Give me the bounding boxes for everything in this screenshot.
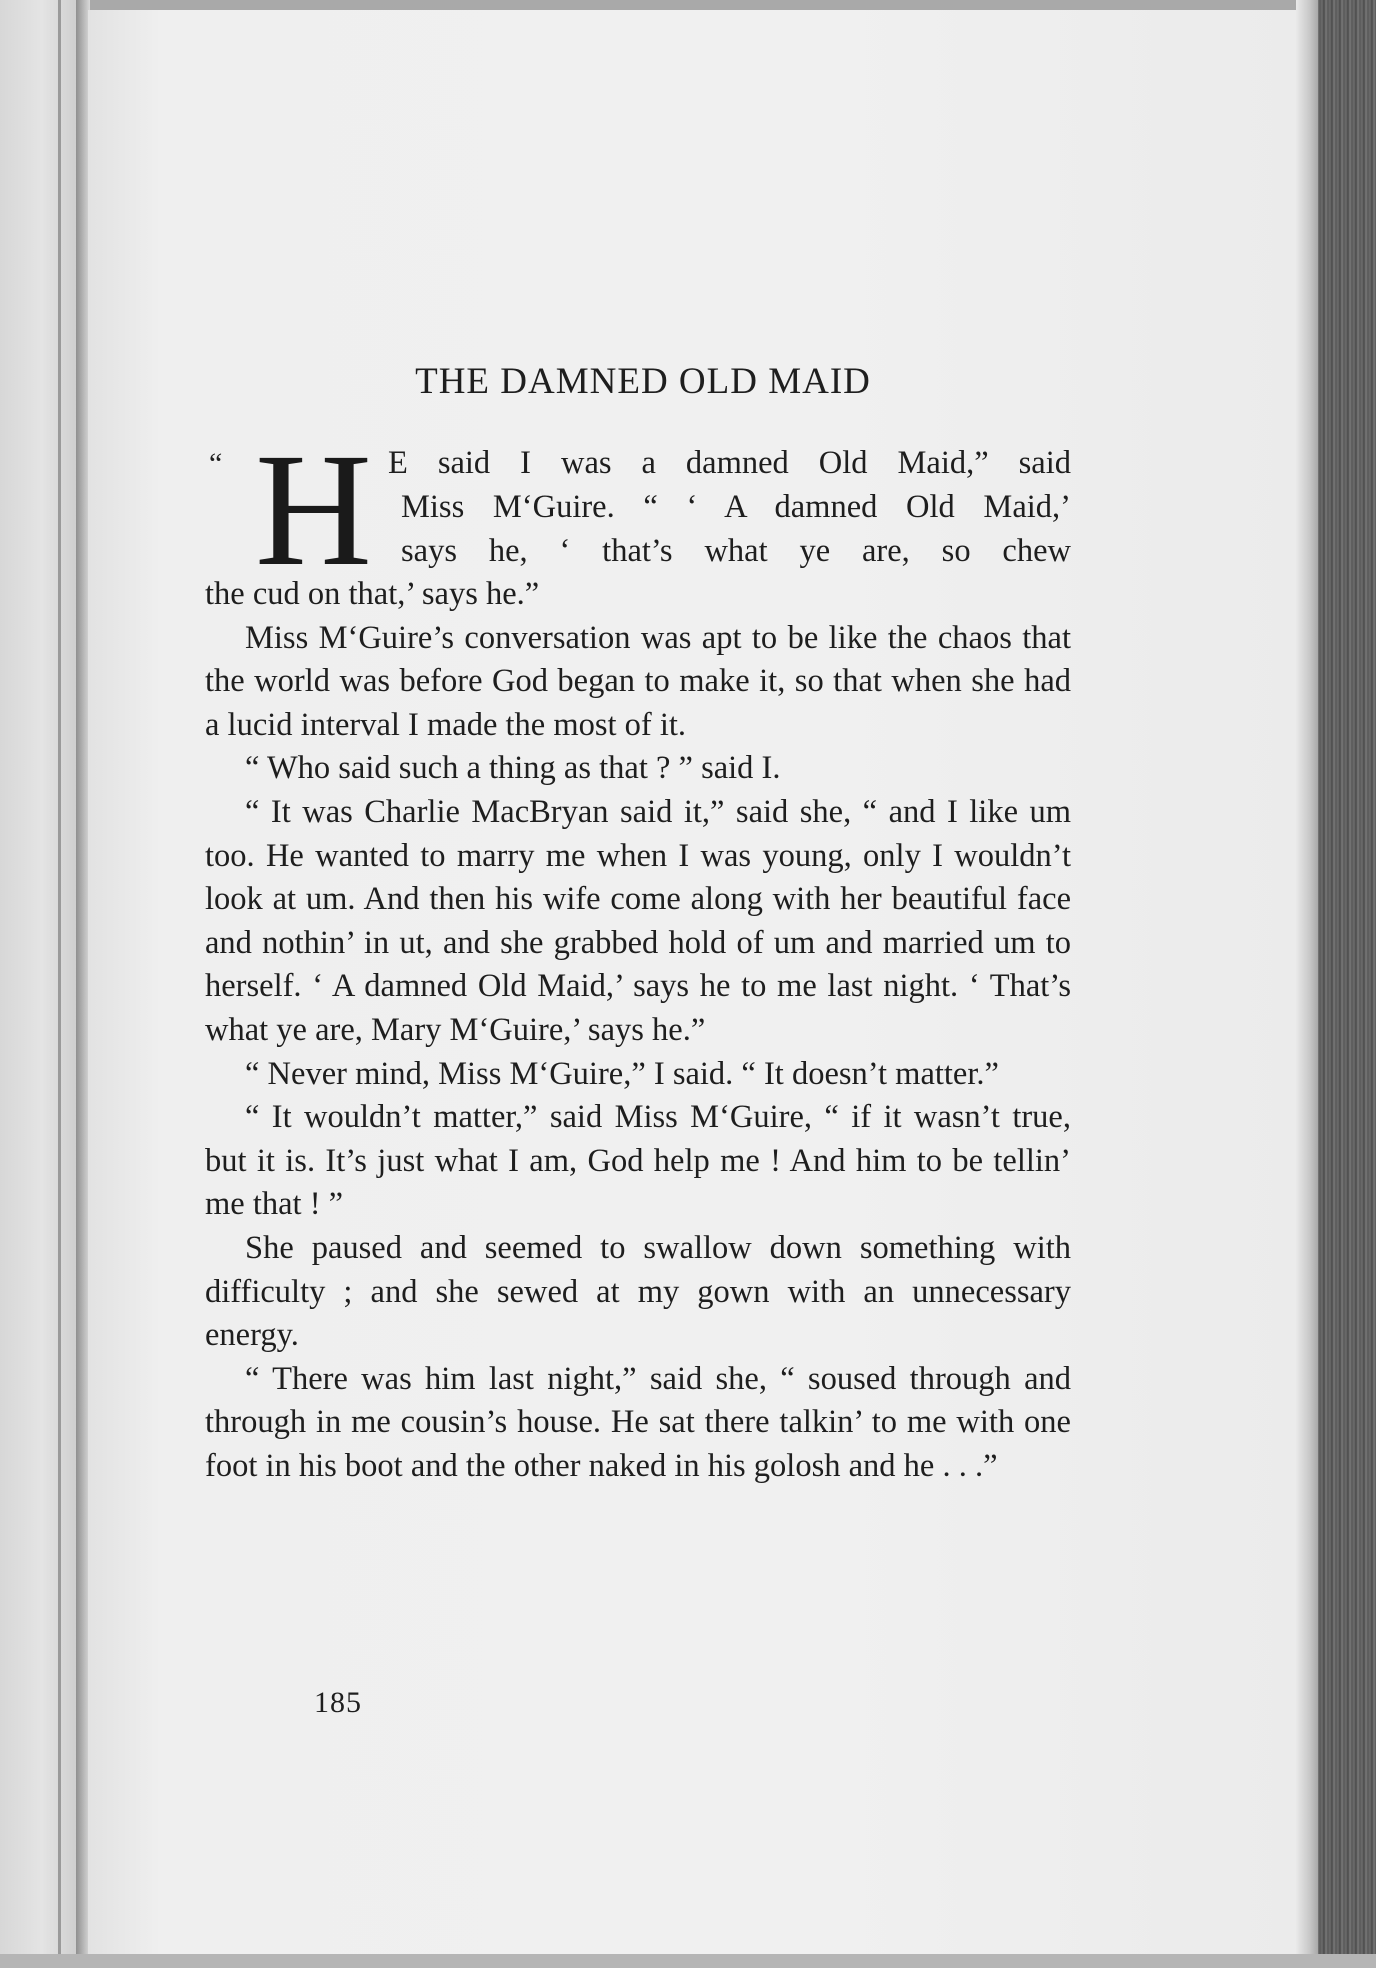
paragraph: Miss M‘Guire’s conversation was apt to be like the chaos that the world was before God began to make it, so that when she had a lucid interval I made the most of it. [205, 619, 1071, 743]
book-page-edges [1296, 0, 1376, 1968]
opening-paragraph-continuation: the cud on that,’ says he.” [205, 576, 540, 612]
paragraph: “ It wouldn’t matter,” said Miss M‘Guire, “ if it wasn’t true, but it is. It’s just what I am, God help me ! And him to be tellin’ me that ! ” [205, 1099, 1071, 1223]
left-page-fold-line [58, 0, 61, 1968]
paragraph: She paused and seemed to swallow down something with difficulty ; and she sewed at my gown with an unnecessary energy. [205, 1229, 1071, 1354]
opening-line-2: Miss M‘Guire. “ ‘ A damned Old Maid,’ [401, 489, 1071, 525]
paragraph: “ Never mind, Miss M‘Guire,” I said. “ It doesn’t matter.” [245, 1055, 999, 1092]
opening-line-1: E said I was a damned Old Maid,” said [388, 445, 1071, 481]
paragraph: “ Who said such a thing as that ? ” said I. [245, 750, 781, 787]
paragraph: “ It was Charlie MacBryan said it,” said she, “ and I like um too. He wanted to marry me when I was young, only I wouldn’t look at um. And then his wife come along with her beautiful face and nothin’ in ut, and she grabbed hold of um and married um to herself. ‘ A damned Old Maid,’ says he to me last night. ‘ That’s what ye are, Mary M‘Guire,’ says he.” [205, 793, 1071, 1048]
left-facing-page-edge [0, 0, 76, 1968]
opening-quote-mark: “ [209, 447, 223, 480]
page-text-block [205, 360, 1071, 1488]
drop-cap-letter: H [255, 421, 372, 600]
paragraph: “ There was him last night,” said she, “ soused through and through in me cousin’s house. He sat there talkin’ to me with one foot in his boot and the other naked in his golosh and he . . .” [205, 1360, 1071, 1484]
page-number: 185 [314, 1686, 362, 1719]
page-curl-shadow [1296, 0, 1318, 1968]
scan-bottom-border [0, 1954, 1376, 1968]
opening-line-3: says he, ‘ that’s what ye are, so chew [401, 533, 1071, 569]
chapter-title: THE DAMNED OLD MAID [415, 361, 871, 402]
